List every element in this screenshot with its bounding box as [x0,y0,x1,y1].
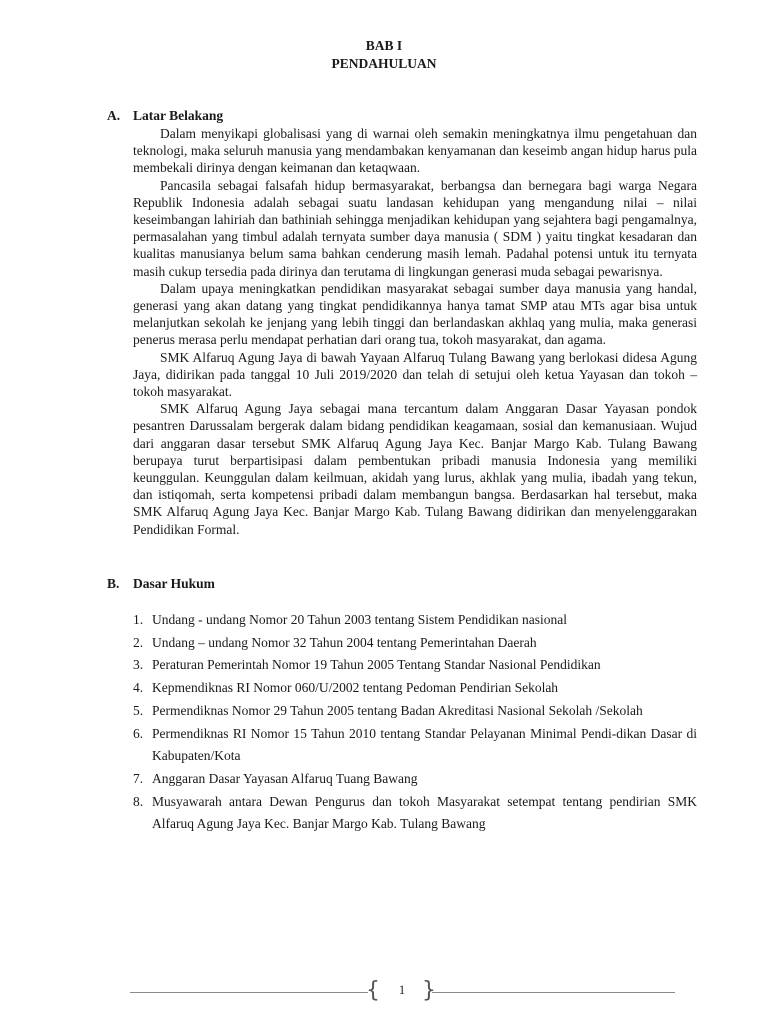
paragraph: SMK Alfaruq Agung Jaya sebagai mana tercantum dalam Anggaran Dasar Yayasan pondok pesantren Darussalam bergerak dalam bidang pendidikan keagamaan, sosial dan kemanusiaan. Wujud dari anggaran dasar tersebut SMK Alfaruq Agung Jaya Kec. Banjar Margo Kab. Tulang Bawang berupaya turut berpartisipasi dalam pembentukan pribadi manusia Indonesia yang memiliki keunggulan. Keunggulan dalam keilmuan, akidah yang lurus, akhlak yang mulia, ibadah yang tekun, dan istiqomah, serta kompetensi pribadi dalam membangun bangsa. Berdasarkan hal tersebut, maka SMK Alfaruq Agung Jaya Kec. Banjar Margo Kab. Tulang Bawang didirikan dan menyelenggarakan Pendidikan Formal. [133,401,697,537]
section-b-heading [107,576,697,592]
list-item [133,609,697,632]
list-number: 4. [133,680,144,696]
list-item [133,768,697,791]
paragraph: Pancasila sebagai falsafah hidup bermasyarakat, berbangsa dan bernegara bagi warga Negara Republik Indonesia adalah sebagai suatu landasan kehidupan yang mengandung nilai – nilai keseimbangan lahiriah dan bathiniah sehingga menjadikan kehidupan yang sejahtera bagi pengamalnya, permasalahan yang timbul adalah ternyata sumber daya manusia ( SDM ) yaitu tingkat kesadaran dan kualitas manusianya belum sama bahkan cenderung masih lemah. Padahal potensi untuk itu ternyata masih cukup tersedia pada dirinya dan terutama di lingkungan generasi muda sebagai pewarisnya. [133,177,697,279]
list-item [133,700,697,723]
list-number: 7. [133,770,144,786]
list-number: 2. [133,634,144,650]
section-b-letter: B. [107,576,120,591]
section-a-letter: A. [107,108,121,123]
paragraph: SMK Alfaruq Agung Jaya di bawah Yayaan Alfaruq Tulang Bawang yang berlokasi didesa Agung Jaya, didirikan pada tanggal 10 Juli 2019/2020 dan telah di setujui oleh ketua Yayasan dan tokoh – tokoh masyarakat. [133,349,697,400]
list-number: 3. [133,657,144,673]
list-text: Peraturan Pemerintah Nomor 19 Tahun 2005 Tentang Standar Nasional Pendidikan [152,657,601,673]
list-item [133,654,697,677]
list-text: Undang – undang Nomor 32 Tahun 2004 tentang Pemerintahan Daerah [152,634,537,650]
list-text: Anggaran Dasar Yayasan Alfaruq Tuang Bawang [152,770,418,786]
footer-divider-right [432,992,675,993]
list-item [133,723,697,768]
chapter-title: PENDAHULUAN [331,56,437,71]
section-b-title: Dasar Hukum [133,576,215,591]
list-text: Permendiknas Nomor 29 Tahun 2005 tentang Badan Akreditasi Nasional Sekolah /Sekolah [152,702,643,718]
chapter-label: BAB I [365,38,403,53]
section-a-body [133,125,697,538]
list-item [133,791,697,836]
list-number: 6. [133,725,144,741]
list-text: Musyawarah antara Dewan Pengurus dan tokoh Masyarakat setempat tentang pendirian SMK Alfaruq Agung Jaya Kec. Banjar Margo Kab. Tulang Bawang [152,793,697,832]
list-text: Undang - undang Nomor 20 Tahun 2003 tentang Sistem Pendidikan nasional [152,612,567,627]
list-item [133,632,697,655]
section-a-title: Latar Belakang [133,108,224,123]
page-number: 1 [398,983,406,997]
paragraph: Dalam upaya meningkatkan pendidikan masyarakat sebagai sumber daya manusia yang handal, generasi yang akan datang yang tingkat pendidikannya hanya tamat SMP atau MTs agar bisa untuk melanjutkan sekolah ke jenjang yang lebih tinggi dan berlandaskan akhlaq yang mulia, maka generasi penerus merasa perlu mendapat perhatian dari orang tua, tokoh masyarakat, dan agama. [133,280,697,348]
section-a-heading [107,108,697,124]
list-item [133,677,697,700]
list-number: 8. [133,793,144,809]
list-text: Permendiknas RI Nomor 15 Tahun 2010 tentang Standar Pelayanan Minimal Pendi-dikan Dasar di Kabupaten/Kota [152,725,697,764]
left-brace-icon: { [366,978,380,1003]
paragraph: Dalam menyikapi globalisasi yang di warnai oleh semakin meningkatnya ilmu pengetahuan dan teknologi, maka seluruh manusia yang mendambakan kenyamanan dan keseimb angan hidup harus pula membekali dirinya dengan keimanan dan ketaqwaan. [133,126,697,176]
right-brace-icon: } [422,978,436,1003]
footer-divider-left [130,992,368,993]
list-text: Kepmendiknas RI Nomor 060/U/2002 tentang Pedoman Pendirian Sekolah [152,680,559,696]
list-number: 1. [133,612,144,627]
list-number: 5. [133,702,144,718]
legal-basis-list [133,609,697,836]
